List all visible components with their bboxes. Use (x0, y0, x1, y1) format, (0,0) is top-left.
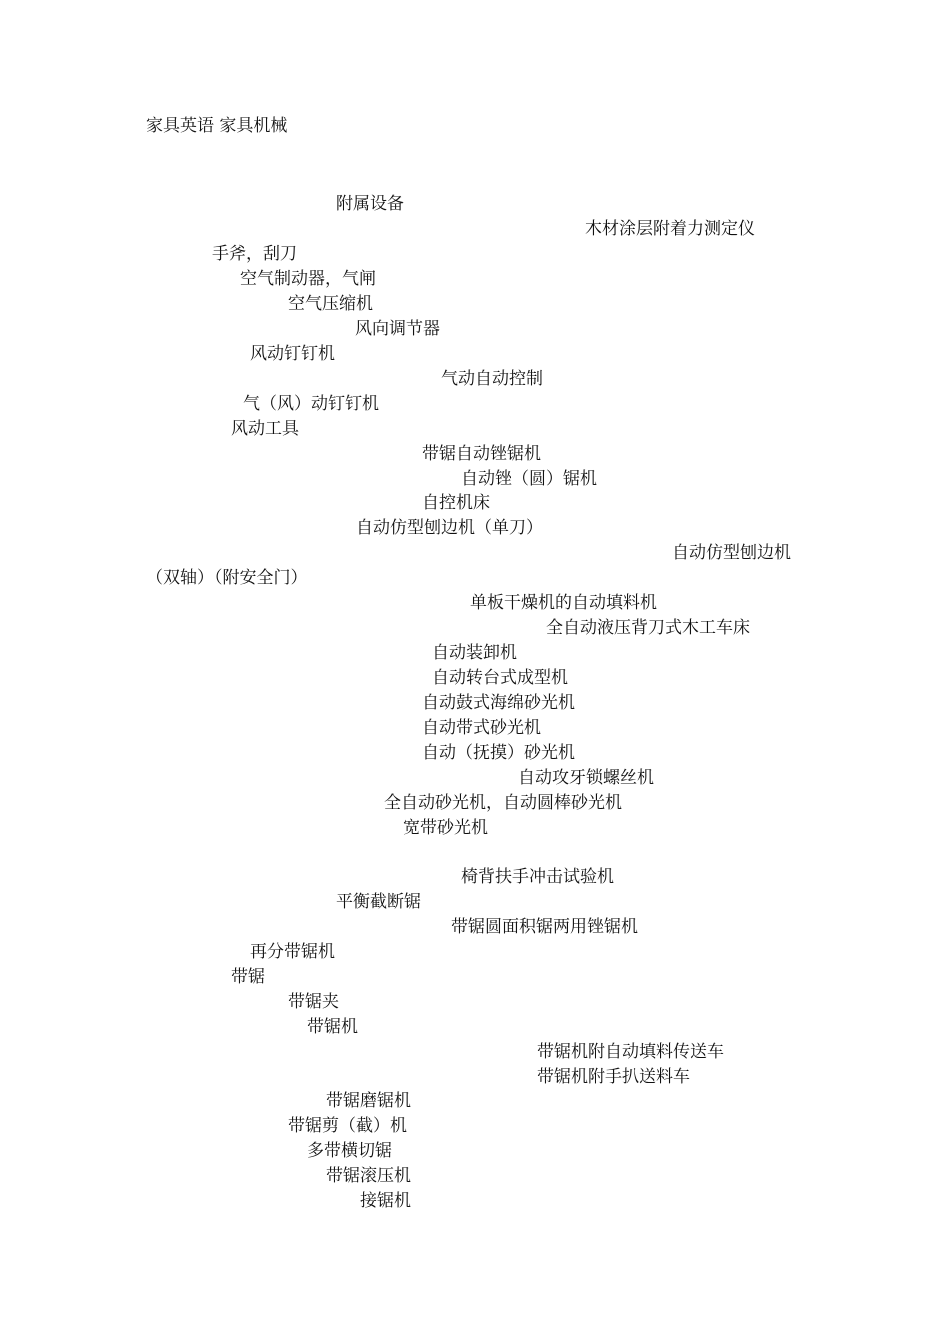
entry-pneumatic-control: 气动自动控制 (441, 369, 543, 389)
entry-drum-sponge-sander: 自动鼓式海绵砂光机 (422, 693, 575, 713)
entry-dual-saw-sharpener: 带锯圆面积锯两用锉锯机 (451, 917, 638, 937)
entry-band-saw-auto-carriage: 带锯机附自动填料传送车 (537, 1042, 724, 1062)
entry-balance-cutoff-saw: 平衡截断锯 (336, 892, 421, 912)
entry-rotary-table-shaper: 自动转台式成型机 (432, 668, 568, 688)
entry-belt-sander: 自动带式砂光机 (422, 718, 541, 738)
entry-multi-band-crosscut-saw: 多带横切锯 (307, 1141, 392, 1161)
entry-band-saw-shear: 带锯剪（截）机 (288, 1116, 407, 1136)
entry-band-saw-machine: 带锯机 (307, 1017, 358, 1037)
entry-full-auto-sander: 全自动砂光机，自动圆棒砂光机 (384, 793, 622, 813)
entry-air-brake: 空气制动器，气闸 (240, 269, 376, 289)
entry-air-damper: 风向调节器 (355, 319, 440, 339)
entry-band-saw-roller: 带锯滚压机 (326, 1166, 411, 1186)
entry-auto-loader: 自动装卸机 (432, 643, 517, 663)
entry-hydraulic-back-knife-lathe: 全自动液压背刀式木工车床 (546, 618, 750, 638)
entry-pneumatic-nailer: 风动钉钉机 (250, 344, 335, 364)
entry-band-saw: 带锯 (231, 967, 265, 987)
entry-band-saw-sharpener: 带锯自动锉锯机 (422, 444, 541, 464)
entry-air-compressor: 空气压缩机 (288, 294, 373, 314)
entry-pneumatic-tools: 风动工具 (231, 419, 299, 439)
entry-tapping-screw-machine: 自动攻牙锁螺丝机 (518, 768, 654, 788)
entry-wide-belt-sander: 宽带砂光机 (403, 818, 488, 838)
entry-air-nailer: 气（风）动钉钉机 (243, 394, 379, 414)
entry-chair-impact-tester: 椅背扶手冲击试验机 (461, 867, 614, 887)
entry-band-saw-hand-carriage: 带锯机附手扒送料车 (537, 1067, 690, 1087)
entry-stroke-sander: 自动（抚摸）砂光机 (422, 743, 575, 763)
entry-circular-saw-sharpener: 自动锉（圆）锯机 (461, 469, 597, 489)
entry-saw-welder: 接锯机 (360, 1191, 411, 1211)
entry-resaw-band-saw: 再分带锯机 (250, 942, 335, 962)
entry-hand-axe-scraper: 手斧，刮刀 (212, 244, 297, 264)
document-title: 家具英语 家具机械 (146, 116, 288, 136)
entry-copy-edger-single: 自动仿型刨边机（单刀） (356, 518, 543, 538)
entry-automatic-machine-tool: 自控机床 (422, 493, 490, 513)
entry-band-saw-grinder: 带锯磨锯机 (326, 1091, 411, 1111)
entry-accessory-equipment: 附属设备 (336, 194, 404, 214)
entry-copy-edger: 自动仿型刨边机 (672, 543, 791, 563)
entry-double-spindle-safety-door: （双轴）（附安全门） (146, 568, 308, 588)
entry-coating-adhesion-tester: 木材涂层附着力测定仪 (585, 219, 755, 239)
entry-veneer-dryer-feeder: 单板干燥机的自动填料机 (470, 593, 657, 613)
entry-band-saw-clamp: 带锯夹 (288, 992, 339, 1012)
